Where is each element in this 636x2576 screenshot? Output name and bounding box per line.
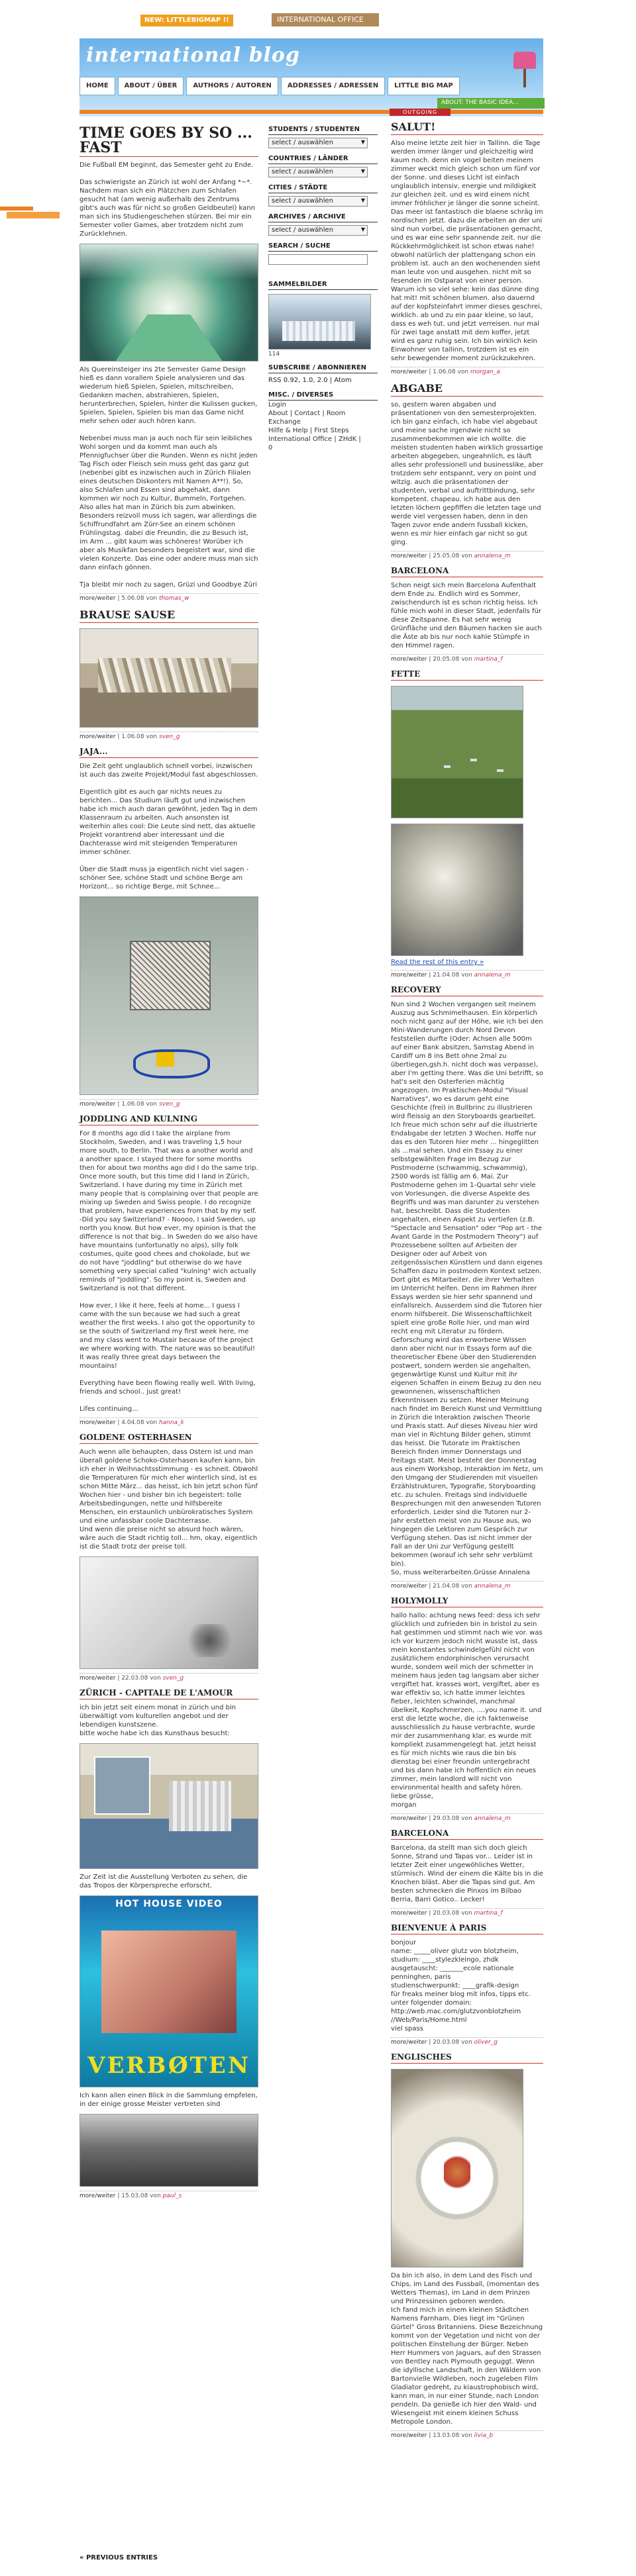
countries-title: COUNTRIES / LÄNDER <box>268 155 378 164</box>
post-text: Ich kann allen einen Blick in die Sammlung empfelen, in der einige grosse Meister vertreten sind <box>80 2092 258 2108</box>
post-text: ich bin jetzt seit einem monat in zürich und bin überwältigt vom kulturellen angebot und der lebendigen kunstszene. bitte woche habe ich das Kunsthaus besucht: <box>80 1704 237 1737</box>
post-meta: more/weiter | 20.05.08 von martina_f <box>391 654 543 663</box>
post-photo[interactable] <box>80 896 258 1095</box>
right-column <box>391 119 543 2439</box>
chevron-down-icon: ▼ <box>360 226 365 232</box>
post-photo[interactable] <box>80 1743 258 1869</box>
blog-title[interactable]: international blog <box>86 44 300 67</box>
post-text: bonjour name: _____oliver glutz von blotzheim, studium: ____stylezkleingo, zhdk ausgetauscht: _______ecole nationale penninghen, paris studienschwerpunkt: ____grafik-design für freaks meiner blog mit infos, tipps etc. unter folgender domain: http://web.mac.com/glutzvonblotzheim //Web/Paris/Home.html viel spass <box>391 1939 531 2032</box>
more-link[interactable]: more/weiter <box>391 553 427 559</box>
previous-entries-link[interactable]: « PREVIOUS ENTRIES <box>80 2554 158 2561</box>
post-text: Da bin ich also, in dem Land des Fisch und Chips, im Land des Fussball, (momentan des Wetters Themas), im Land in dem Prinzen und Prinzessinen geboren werden. Ich fand mich in einem kleinen Städtchen Namens Farnham. Dies liegt im "Grünen Gürtel" Gross Britanniens. Diese Bezeichnung kommt von der Vegetation und nicht von der politischen Einstellung der Bürger. Neben Herr Hummers von Jaguars, auf den Strassen von Bentley nach Plymouth geguggt. Wenn die idyllische Landschaft, in den Wäldern von Bartonvielle Wildleben, noch zugeleben Film Gladiator gedreht, zu kiaustrophobisch wird, kann man, in nur einer Stunde, nach London pendeln. Da genieße ich hier den Wald- und Wiesengeist mit einem kleinen Schuss Metropole London. <box>391 2272 543 2426</box>
post-meta: more/weiter | 21.04.08 von annalena_m <box>391 970 543 978</box>
post-title[interactable]: GOLDENE OSTERHASEN <box>80 1433 258 1444</box>
gallery-title: SAMMELBILDER <box>268 281 378 290</box>
post-meta: more/weiter | 20.03.08 von oliver_g <box>391 2037 543 2046</box>
countries-box <box>268 155 378 177</box>
more-link[interactable]: more/weiter <box>80 595 116 602</box>
subscribe-box <box>268 364 378 385</box>
new-badge-label: NEW: LITTLEBIGMAP !! <box>144 17 229 24</box>
author-link[interactable]: martina_f <box>474 656 503 663</box>
poster-top-text: HOT HOUSE VIDEO <box>115 1899 223 1909</box>
archives-title: ARCHIVES / ARCHIVE <box>268 213 378 222</box>
post-meta: more/weiter | 29.03.08 von annalena_m <box>391 1813 543 1822</box>
post-title[interactable]: JAJA... <box>80 747 258 758</box>
intl-office-label: INTERNATIONAL OFFICE <box>277 15 364 24</box>
author-link[interactable]: livia_b <box>474 2432 494 2439</box>
countries-select[interactable]: select / auswählen ▼ <box>268 167 368 177</box>
side-orange-widget <box>0 207 60 221</box>
post-meta: more/weiter | 13.03.08 von livia_b <box>391 2430 543 2439</box>
post-photo[interactable] <box>391 2069 523 2267</box>
international-office-link[interactable] <box>272 13 379 26</box>
post-meta: more/weiter | 20.03.08 von martina_f <box>391 1908 543 1917</box>
archives-box <box>268 213 378 236</box>
map-pin-icon <box>513 52 536 89</box>
misc-link-extra[interactable]: 0 <box>268 444 273 452</box>
post-text: Die Zeit geht unglaublich schnell vorbei, inzwischen ist auch das zweite Projekt/Modul fast abgeschlossen. Eigentlich gibt es auch gar nichts neues zu berichten... Das Studium läuft gut und inzwischen habe ich mich auch daran gewöhnt, jeden Tag in dem Klassenraum zu arbeiten. Auch ansonsten ist weiterhin alles cool: Die Leute sind nett, das aktuelle Projekt vorantrend aber interessant und die Dachterasse wird mit steigenden Temperaturen immer schöner. Über die Stadt muss ja eigentlich nicht viel sagen - schöner See, schöne Stadt und schöne Berge am Horizont... so richtige Berge, mit Schnee... <box>80 763 258 890</box>
post-photo[interactable] <box>80 244 258 361</box>
outgoing-badge: OUTGOING <box>390 109 450 116</box>
post-title[interactable]: JODDLING AND KULNING <box>80 1114 258 1125</box>
rss-links[interactable]: RSS 0.92, 1.0, 2.0 | Atom <box>268 377 352 384</box>
author-link[interactable]: annalena_m <box>474 1815 511 1822</box>
post-meta: more/weiter | 22.03.08 von sven_g <box>80 1673 258 1682</box>
post-text: hallo hallo: achtung news feed: dess ich sehr glücklich und zufrieden bin in bristol zu sein hat gestimmen und stimmt nach wie vor. was ich vor kurzem jedoch nicht wusste ist, dass mein konstantes schwindelgefühl nicht von zusätzlichem endorphinischen verursacht wurde, sondern weil mich der schmetter in meinem haus jeden tag langsam aber sicher vergiftet hat. krasses wort, vergiftet, aber es war effektiv so, ich hatte immer leichtes fieber, leichten schwindel, manchmal übelkeit, Kopfschmerzen, ....you name it. und erst die letzte woche, die ich faktenweise ausschliesslich zu hause verbrachte, wurde mir der zusammenhang klar. es wurde mit kompliekt zusammengelegt hat. jetzt heisst es für mich nichts wie raus die bin bis dienstag bei einer freundin untergebracht und bis dann habe ich hoffentlich ein neues zimmer, mein landlord will nicht von environmental health and safety hören. liebe grüsse, morgan <box>391 1612 543 1809</box>
post-meta: more/weiter | 1.06.08 von morgan_a <box>391 367 543 375</box>
post-text: Also meine letzte zeit hier in Tallinn. die Tage werden immer länger und gleichzeitig wird kaum noch. denn ein vogel beiten meinem zimmer weckt mich gleich schon um fünf vor der Sonne. und dieses Licht ist einfach unglaublich intensiv, energie und mildigkeit zur gleichen zeit. und es wird einem nicht immer fröhlicher je länger die sonne scheint. Das meer ist fantastisch die blaene schräg im nordischen jetzt. dazu die arbeiten an der uni sind nun vorbei, die präsentationen gemacht, und es war eine sehr spannende zeit. nur die Rückkehrmöglichkeit ist schon etwas nahe! obwohl natürlich der plattengang schon ein problem ist. auch an den wochenenden sieht man leute von und ausgehen. nicht mit so fesenden im Ostparat von einer person. Warum ich so viel sehe: kein das dünne ding hat mit! mit schönen blumen. also dauernd auf der kopfsteinfahrt immer dieses geschrei, wirklich. ab und zu ein paar kleine, so laut, dass es weh tut. und jetzt verreisen. nur mal für zwei tage anstatt mit dem koffer, jetzt wird es ganz ruhig sein. Ich bin wirklich kein Einwohner von tallinn, trotzdem ist es ein sehr bewegender moment zurückzukehren. <box>391 140 543 362</box>
chevron-down-icon: ▼ <box>360 168 365 174</box>
post-meta: more/weiter | 5.06.08 von thomas_w <box>80 593 258 602</box>
misc-box <box>268 391 378 452</box>
author-link[interactable]: morgan_a <box>470 369 500 375</box>
more-link[interactable]: more/weiter <box>80 1675 116 1682</box>
post-photo[interactable] <box>80 2114 258 2187</box>
author-link[interactable]: thomas_w <box>158 595 189 602</box>
misc-link-intl-office[interactable]: International Office | ZHdK | <box>268 436 361 443</box>
cities-title: CITIES / STÄDTE <box>268 184 378 193</box>
post-photo[interactable] <box>391 824 523 956</box>
more-link[interactable]: more/weiter <box>391 656 427 663</box>
post-title[interactable]: RECOVERY <box>391 985 543 996</box>
post-text: Die Fußball EM beginnt, das Semester geht zu Ende. Das schwierigste an Zürich ist wohl der Anfang *~*. Nachdem man sich ein Plätzchen zum Schlafen gesucht hat (am wenig außerhalb des Zentrums gibt's auch was für nicht so großen Geldbeutel) kann man sich ins Studiengeschehen stürzen. Bei mir ein Semester voller Games, aber trotzdem nicht zum Zurücklehnen. <box>80 162 255 238</box>
post-title[interactable]: SALUT! <box>391 120 543 135</box>
nav-little-big-map[interactable]: LITTLE BIG MAP <box>388 77 460 95</box>
post-text: Auch wenn alle behaupten, dass Ostern ist und man überall goldene Schoko-Osterhasen kaufen kann, bin ich eher in Weihnachtsstimmung - es schneit. Obwohl die Temperaturen für mich eher winterlich sind, ist es schon Mitte März... das heisst, ich bin jetzt schon fünf Wochen hier - und bisher bin ich begeistert: tolle Arbeitsbedingungen, nette und hilfsbereite Menschen, ein erstaunlich unbürokratisches System und eine unfassbar coole Dachterrasse. Und wenn die preise nicht so absurd hoch wären, wäre auch die Stadt richtig toll... hm, okay, eigentlich ist die Stadt trotz der preise toll. <box>80 1449 258 1550</box>
more-link[interactable]: more/weiter <box>391 1583 427 1590</box>
post-text: Zur Zeit ist die Ausstellung Verboten zu sehen, die das Tropos der Körperspreche erforscht. <box>80 1874 248 1889</box>
post-title[interactable]: BARCELONA <box>391 566 543 577</box>
students-title: STUDENTS / STUDENTEN <box>268 126 378 135</box>
main-nav <box>80 77 460 95</box>
more-link[interactable]: more/weiter <box>391 1815 427 1822</box>
post-meta: more/weiter | 21.04.08 von annalena_m <box>391 1581 543 1590</box>
top-strip <box>80 0 504 38</box>
more-link[interactable]: more/weiter <box>80 1419 116 1426</box>
orange-widget-bar <box>0 207 33 211</box>
post-meta: more/weiter | 1.06.08 von sven_g <box>80 1099 258 1108</box>
post-title[interactable]: BIENVENUE À PARIS <box>391 1923 543 1934</box>
more-link[interactable]: more/weiter <box>391 369 427 375</box>
search-input[interactable] <box>268 254 368 265</box>
gallery-caption: 114 <box>268 351 280 358</box>
post-title[interactable]: BRAUSE SAUSE <box>80 608 258 623</box>
post-photo[interactable] <box>80 1895 258 2087</box>
nav-about[interactable]: ABOUT / ÜBER <box>118 77 184 95</box>
post-title[interactable]: ZÜRICH - CAPITALE DE L'AMOUR <box>80 1688 258 1699</box>
chevron-down-icon: ▼ <box>360 139 365 145</box>
author-link[interactable]: annalena_m <box>474 1583 511 1590</box>
about-basic-idea-link[interactable]: ABOUT: THE BASIC IDEA... <box>437 98 545 109</box>
gallery-box <box>268 281 378 358</box>
orange-divider <box>80 110 543 114</box>
orange-widget-bar <box>7 212 60 218</box>
author-link[interactable]: annalena_m <box>474 972 511 978</box>
chevron-down-icon: ▼ <box>360 197 365 203</box>
misc-link-about[interactable]: About | Contact | Room <box>268 410 346 417</box>
post-text: Barcelona, da stellt man sich doch gleich Sonne, Strand und Tapas vor... Leider ist in letzter Zeit einer ungewöhliches Wetter, stürmisch. Wind der einem die Kälte bis in die Knochen bläst. Aber die Tapas sind gut. Am besten schmecken die Pinxos im Bilbao Berria, Barri Gotico.. Lecker! <box>391 1844 543 1903</box>
post-title[interactable]: TIME GOES BY SO ... FAST <box>80 126 258 157</box>
new-littlebigmap-link[interactable] <box>140 15 233 26</box>
author-link[interactable]: paul_s <box>162 2193 182 2199</box>
post-meta: more/weiter | 25.05.08 von annalena_m <box>391 551 543 559</box>
misc-link-exchange[interactable]: Exchange <box>268 418 301 426</box>
author-link[interactable]: oliver_g <box>474 2039 498 2046</box>
more-link[interactable]: more/weiter <box>80 2193 116 2199</box>
post-text: For 8 months ago did I take the airplane from Stockholm, Sweden, and I was traveling 1,5 hour more south, to Berlin. That was a another world and a another space. I stayed there for some months then for about two months ago did I do the same trip. Once more south, but this time did I land in Zürich, Switzerland. I have during my time in Zürich met many people that is complaining over that people are mixing up Sweden and Swiss people. I do recognize that problem, have experiences from that by my self. -Did you say Switzerland? - Noooo, I said Sweden, up north you know. But how ever, my opinion is that the difference is not that big.. In Sweden do we also have have mountains (unfortunatly no alps), silly folk costumes, quite good chees and chokolade, but we do not have "joddling" but otherwise do we have something very special called "kulning" wich actually reminds of "joddling". So my point is, Sweden and Switzerland is not that different. How ever, I like it here, feels at home... I guess I came with the sun because we had such a great weather the first weeks. I also got the opportunity to se the south of Switzerland my first week here, me and my class went to Mustair because of the project we where working with. The nature was so beautiful! It was really three great days between the mountains! Everything have been flowing really well. With living, friends and school.. just great! Lifes continuing... <box>80 1130 258 1413</box>
post-meta: more/weiter | 1.06.08 von sven_g <box>80 732 258 740</box>
post-title[interactable]: ABGABE <box>391 382 543 397</box>
subscribe-title: SUBSCRIBE / ABONNIEREN <box>268 364 378 373</box>
search-box <box>268 242 378 265</box>
archives-select[interactable]: select / auswählen ▼ <box>268 225 368 236</box>
sidebar <box>268 119 378 452</box>
author-link[interactable]: sven_g <box>158 734 180 740</box>
about-bar <box>80 98 543 107</box>
nav-home[interactable]: HOME <box>80 77 115 95</box>
cities-select[interactable]: select / auswählen ▼ <box>268 196 368 207</box>
post-title[interactable]: FETTE <box>391 669 543 681</box>
author-link[interactable]: sven_g <box>158 1101 180 1108</box>
poster-bottom-text: VERBØTEN <box>87 2052 250 2079</box>
left-column <box>80 119 258 2199</box>
post-title[interactable]: ENGLISCHES <box>391 2052 543 2064</box>
post-photo[interactable] <box>80 1556 258 1669</box>
post-text: Schon neigt sich mein Barcelona Aufenthalt dem Ende zu. Endlich wird es Sommer, zwischendurch ist es schon richtig heiss. Ich fühle mich wohl in dieser Stadt, jedenfalls für diese Zeitspanne. Es hat sehr wenig Grünfläche und den Bäumen hacken sie auch die Äste ab bis nur noch kahle Stümpfe in den Himmel ragen. <box>391 582 542 649</box>
misc-title: MISC. / DIVERSES <box>268 391 378 401</box>
post-text: Nun sind 2 Wochen vergangen seit meinem Auszug aus Schmimelhausen. Ein körperlich noch nicht ganz auf der Höhe, wie ich bei den Mini-Wanderungen durch Nord Devon feststellen durfte (Oder: Achsen alle 500m auf einer Bank absitzen, Samstag Abend in Cardiff um 8 ins Bett ohne 2mal zu übertiegen,gsh.h. nicht doch was verpasse), aber I'm getting there. Was die Uni betrifft, so hat's seit den Osterferien mächtig angezogen. Im Praktischen-Modul "Visual Narratives", wo es darum geht eine Geschichte (frei) in Bullbrinc zu illustrieren wird fleissig an den Storyboards gearbeitet. Ich freue mich schon sehr auf die illustrierte Endabgabe der letzten 3 Wochen. Hoffe nur das es den Tutoren hier mehr ... hingeglitten als ...mal sehen. Und ein Essay zu einer selbstgewählten Frage im Bezug zur Postmoderne (schwammig, schwammig), 2500 words ist fällig am 6. Mai. Zur Postmoderne gehen im 1-Quartal sehr viele von Vorlesungen, die diverse Aspekte des Begriffs und was man darunter zu verstehen hat, beschreibt. Dass die Studenten angehalten, einen Aspekt zu vertiefen (z.B. "Spectacle and Sensation" oder "Pop art - the Avant Garde in the Postmodern Theory") auf Prozessebene sollten auf Arbeiten der Designer oder auf Arbeit von zeitgenössischen Künstlern und dann eigenes Schaffen dazu in postmodern Kontext setzen. Dort gibt es Mitarbeiter, die ihrer Verhalten im Unterricht helfen. Denn im Rahmen ihrer Essays werden sie hier sehr spannend und einfallsreich. Ausserdem sind die Tutoren hier enorm hilfsbereit. Die Wissenschaftlichkeit spielt eine große Rolle hier, und man wird recht eng mit Literatur zu fördern. Geforschung wird das erworbene Wissen dann aber nicht nur in Essays form auf die theoretischer Ebene über den Studierenden postwert, sondern werden sie angehalten, gegenwärtige Kunst und Kultur mit ihr eigenen Schaffen in einem Bezug zu den neu gewonnenen, wissenschaftlichen Erkenntnissen zu setzen. Meiner Meinung nach findet im Bereich Kunst und Vermittlung in Zürich die Interaktion zwischen Theorie und Praxis statt. Auf dieses Niveau hier wird man viel in Richtung Bilder gehen, stimmt das heisst. Die Tutorate im Praktischen Bereich finden immer Donnerstags und freitags statt. Meist besteht der Donnerstag aus einem Workshop, Interaktion im Netz, um den Umgang der Studierenden mit visuellen Erzählstrukturen, Typografie, Storyboarding etc. zu schulen. Freitags sind individuelle Besprechungen mit den anwesenden Tutoren erforderlich. Leider sind die Tutoren nur 2-Jahr erstetten meist von zu Hause aus, wo hingegen die Lektoren zum Gespräch zur Verfügung stehen. Das ist nicht immer der Fall an der Uni zur Verfügung gestellt bekommen (worauf ich sehr sehr verblümt bin). So, muss weiterarbeiten.Grüsse Annalena <box>391 1001 543 1576</box>
cities-box <box>268 184 378 207</box>
more-link[interactable]: more/weiter <box>391 1910 427 1917</box>
more-link[interactable]: more/weiter <box>391 2432 427 2439</box>
post-meta: more/weiter | 15.03.08 von paul_s <box>80 2191 258 2199</box>
post-text: Als Quereinsteiger ins 2te Semester Game Design hieß es dann vorallem Spiele analysieren und das wiederum hieß Spielen, Spielen, mitschreiben, Gedanken machen, abstrahieren, Spielen, herunterbrechen, Spielen, hinter die Kulissen gucken, Spielen, Spielen, Spielen bis man das Game nicht mehr sehen oder auch hören kann. Nebenbei muss man ja auch noch für sein leibliches Wohl sorgen und da kommt man auch als Pfennigfuchser über die Runden. Wenn es nicht jeden Tag Fisch oder Fleisch sein muss geht das ganz gut (nebenbei gibt es inzwischen auch in Zürich Filialen eines deutschen Diskonters mit Namen A**!). So, also Schlafen und Essen sind abgehakt, dann kommen wir noch zu Kultur, Bummeln, Fortgehen. Also alles hat man in Zürich bis zum abwinken. Besonders reizvoll muss ich sagen, war allerdings die Schiffrundfahrt am Zürr-See an einem schönen Frühlingstag. dabei die Freundin, die zu Besuch ist, im Arm ... gibt kaum was schöneres! Worüber ich aber als Musikfan besonders begeistert war, sind die vielen Konzerte. Das eine oder andere muss man sich dann einfach gönnen. Tja bleibt mir noch zu sagen, Grüzi und Goodbye Züri <box>80 366 258 589</box>
read-more-link[interactable]: Read the rest of this entry » <box>391 959 484 966</box>
gallery-photo[interactable] <box>268 294 371 350</box>
post-photo[interactable] <box>391 686 523 818</box>
students-box <box>268 126 378 148</box>
nav-addresses[interactable]: ADDRESSES / ADRESSEN <box>281 77 385 95</box>
author-link[interactable]: sven_g <box>162 1675 184 1682</box>
post-meta: more/weiter | 4.04.08 von hanna_k <box>80 1417 258 1426</box>
post-title[interactable]: BARCELONA <box>391 1829 543 1840</box>
misc-link-help[interactable]: Hilfe & Help | First Steps <box>268 427 349 434</box>
more-link[interactable]: more/weiter <box>391 2039 427 2046</box>
misc-link-login[interactable]: Login <box>268 401 286 408</box>
author-link[interactable]: hanna_k <box>158 1419 184 1426</box>
more-link[interactable]: more/weiter <box>80 734 116 740</box>
post-text: so, gestern waren abgaben und präsentationen von den semesterprojekten. ich bin ganz einfach, ich habe viel abgebaut und meine sache irgendwie nicht so zusammenbekommen wie ich wollte. die meisten studenten haben wirklich grossartige arbeiten abgegeben, ungeahnlich, es läuft alles sehr professionell und businesslike, aber trotzdem sehr entspannt, very on point und witzig. auch die präsentationen der studenten, verbal und auftrittbindung, sehr kompetent. chapeau. ich habe aus den letzten löchern gepfiffen die letzten tage und werde viel vergessen haben, denn in den Tagen zuvor ende andern fussball kicken, wenn es mir hier einfach gar nicht so gut ging. <box>391 401 543 546</box>
post-photo[interactable] <box>80 628 258 728</box>
author-link[interactable]: annalena_m <box>474 553 511 559</box>
post-title[interactable]: HOLYMOLLY <box>391 1596 543 1607</box>
more-link[interactable]: more/weiter <box>80 1101 116 1108</box>
search-title: SEARCH / SUCHE <box>268 242 378 252</box>
students-select[interactable]: select / auswählen ▼ <box>268 138 368 148</box>
author-link[interactable]: martina_f <box>474 1910 503 1917</box>
nav-authors[interactable]: AUTHORS / AUTOREN <box>186 77 278 95</box>
more-link[interactable]: more/weiter <box>391 972 427 978</box>
